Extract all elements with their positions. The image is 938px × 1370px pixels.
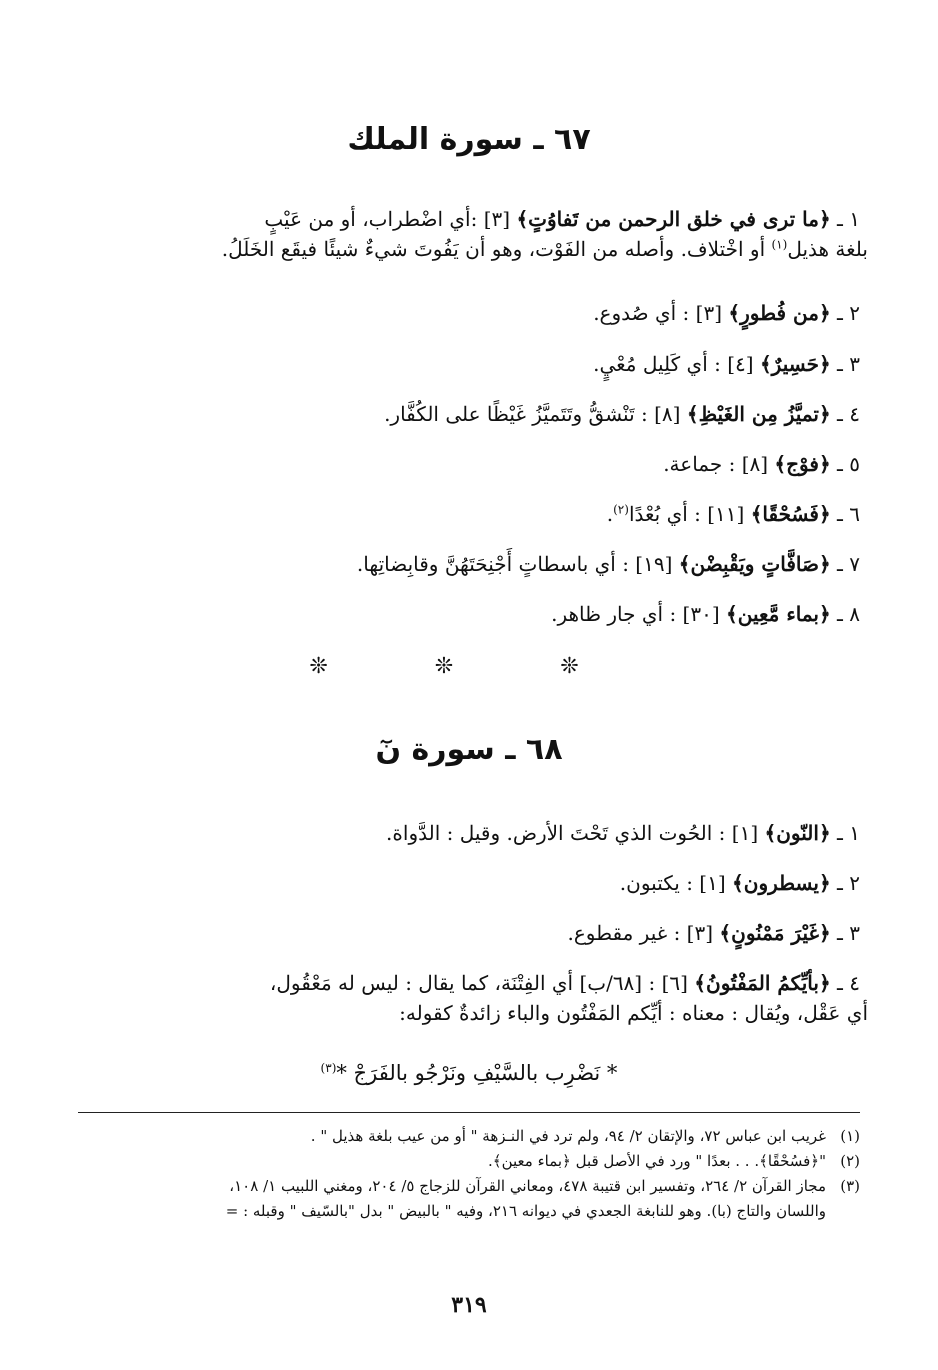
surah-68-entry-2 xyxy=(72,868,860,898)
footnote-divider xyxy=(78,1112,860,1113)
entry-ref: [٣] xyxy=(686,921,714,945)
surah-67-entry-2 xyxy=(72,298,860,328)
entry-ref: [١١] xyxy=(707,502,745,526)
entry-ref: [٣] xyxy=(695,301,723,325)
entry-text: بلغة هذيل xyxy=(787,237,868,261)
entry-number: ١ ـ xyxy=(837,207,860,231)
footnote-1 xyxy=(60,1124,860,1149)
entry-text: : أي جار ظاهر. xyxy=(551,602,683,626)
entry-number: ٨ ـ xyxy=(837,602,860,626)
footnote-number: (٢) xyxy=(840,1152,860,1170)
entry-term: ﴿حَسِيرٌ﴾ xyxy=(759,352,831,376)
entry-text: . xyxy=(606,502,614,526)
entry-text: : أي صُدوع. xyxy=(593,301,696,325)
entry-text: أي عَقْل، ويُقال : معناه : أيِّكم المَفْتُون والباء زائدةٌ كقوله: xyxy=(399,1001,868,1025)
entry-text: : [٦٨/ب] أي الفِتْنَة، كما يقال : ليس له مَعْقُول، xyxy=(269,971,662,995)
entry-number: ٤ ـ xyxy=(837,971,860,995)
footnote-number: (١) xyxy=(840,1127,860,1145)
entry-term: ﴿تميَّزُ مِن الغَيْظِ﴾ xyxy=(686,402,831,426)
surah-67-entry-4 xyxy=(72,399,860,429)
entry-text: :أي اضْطراب، أو من عَيْبٍ xyxy=(264,207,484,231)
surah-67-entry-7 xyxy=(72,549,860,579)
surah-68-entry-3 xyxy=(72,918,860,948)
footnote-text: مجاز القرآن ٢/ ٢٦٤، وتفسير ابن قتيبة ٤٧٨، ومعاني القرآن للزجاج ٥/ ٢٠٤، ومغني اللبيب ١/ ١٠٨، xyxy=(229,1177,826,1195)
entry-ref: [٨] xyxy=(654,402,681,426)
entry-term: ﴿بأيِّكمُ المَفْتُونُ﴾ xyxy=(694,971,831,995)
entry-number: ٦ ـ xyxy=(837,502,860,526)
entry-ref: [٣٠] xyxy=(682,602,720,626)
poetry-verse xyxy=(0,1058,938,1088)
surah-68-entry-4 xyxy=(72,968,868,1028)
surah-67-title: ٦٧ ـ سورة الملك xyxy=(347,122,591,157)
entry-text: : غير مقطوع. xyxy=(567,921,687,945)
entry-term: ﴿من فُطورٍ﴾ xyxy=(728,301,831,325)
entry-number: ٢ ـ xyxy=(837,871,860,895)
entry-ref: [٤] xyxy=(727,352,754,376)
entry-number: ٤ ـ xyxy=(837,402,860,426)
entry-number: ٣ ـ xyxy=(837,921,860,945)
entry-term: ﴿صَافَّاتٍ ويَقْبِضْن﴾ xyxy=(678,552,831,576)
footnote-ref: (٢) xyxy=(613,502,629,517)
footnote-number: (٣) xyxy=(840,1177,860,1195)
entry-number: ٧ ـ xyxy=(837,552,860,576)
entry-ref: [١٩] xyxy=(635,552,673,576)
surah-67-entry-3 xyxy=(72,349,860,379)
entry-number: ١ ـ xyxy=(837,821,860,845)
footnote-text: غريب ابن عباس ٧٢، والإتقان ٢/ ٩٤، ولم ترد في النـزهة " أو من عيب بلغة هذيل " . xyxy=(310,1127,826,1145)
entry-term: ﴿فَسُحْقًا﴾ xyxy=(750,502,831,526)
entry-text: : تَنْشقُّ وتَتَميَّزُ غَيْظًا على الكُفَّار. xyxy=(384,402,655,426)
footnotes xyxy=(60,1124,860,1224)
entry-number: ٥ ـ xyxy=(837,452,860,476)
footnote-3 xyxy=(60,1174,860,1199)
surah-67-entry-8 xyxy=(72,599,860,629)
entry-text: : أي كَلِيل مُعْيٍ. xyxy=(593,352,728,376)
entry-term: ﴿غَيْرَ مَمْنُونٍ﴾ xyxy=(719,921,831,945)
entry-ref: [١] xyxy=(731,821,759,845)
entry-term: ﴿فوْج﴾ xyxy=(774,452,831,476)
entry-text: أو اخْتلاف. وأصله من الفَوْت، وهو أن يَفُوتَ شيءٌ شيئًا فيقَع الخَلَلُ. xyxy=(221,237,772,261)
entry-number: ٣ ـ xyxy=(837,352,860,376)
surah-67-entry-1 xyxy=(72,204,868,264)
footnote-2 xyxy=(60,1149,860,1174)
entry-ref: [٨] xyxy=(741,452,769,476)
surah-67-entry-5 xyxy=(72,449,860,479)
verse-text: * نَضْرِب بالسَّيْفِ ونَرْجُو بالفَرَجْ * xyxy=(336,1061,618,1085)
entry-term: ﴿بماء مَّعِين﴾ xyxy=(726,602,831,626)
entry-text: : يكتبون. xyxy=(619,871,700,895)
footnote-text: "﴿فسُحْقًا﴾. . . بعدًا " ورد في الأصل قبل ﴿بماء معين﴾. xyxy=(488,1152,826,1170)
page-number: ٣١٩ xyxy=(451,1292,487,1318)
entry-ref: [٦] xyxy=(661,971,688,995)
entry-term: ﴿النّون﴾ xyxy=(764,821,831,845)
entry-text: : جماعة. xyxy=(663,452,742,476)
entry-text: : الحُوت الذي تَحْتَ الأرض. وقيل : الدَّواة. xyxy=(386,821,732,845)
footnote-ref: (١) xyxy=(771,237,788,252)
entry-term: ﴿ما ترى في خلق الرحمن من تَفاوُتٍ﴾ xyxy=(516,207,831,231)
entry-text: : أي باسطاتٍ أَجْنِحَتَهُنَّ وقابِضاتِها. xyxy=(356,552,636,576)
entry-ref: [٣] xyxy=(483,207,511,231)
surah-68-entry-1 xyxy=(72,818,860,848)
entry-text: : أي بُعْدًا xyxy=(628,502,708,526)
entry-number: ٢ ـ xyxy=(837,301,860,325)
surah-68-title: ٦٨ ـ سورة نٓ xyxy=(375,732,563,767)
entry-ref: [١] xyxy=(699,871,726,895)
footnote-ref: (٣) xyxy=(320,1061,337,1075)
section-separator: ❊ ❊ ❊ xyxy=(309,654,629,679)
entry-term: ﴿يسطرون﴾ xyxy=(732,871,831,895)
footnote-3-continuation: واللسان والتاج (با). وهو للنابغة الجعدي في ديوانه ٢١٦، وفيه " بالبيض " بدل "بالسّيف " وقبله : = xyxy=(225,1202,826,1220)
surah-67-entry-6 xyxy=(72,499,860,529)
